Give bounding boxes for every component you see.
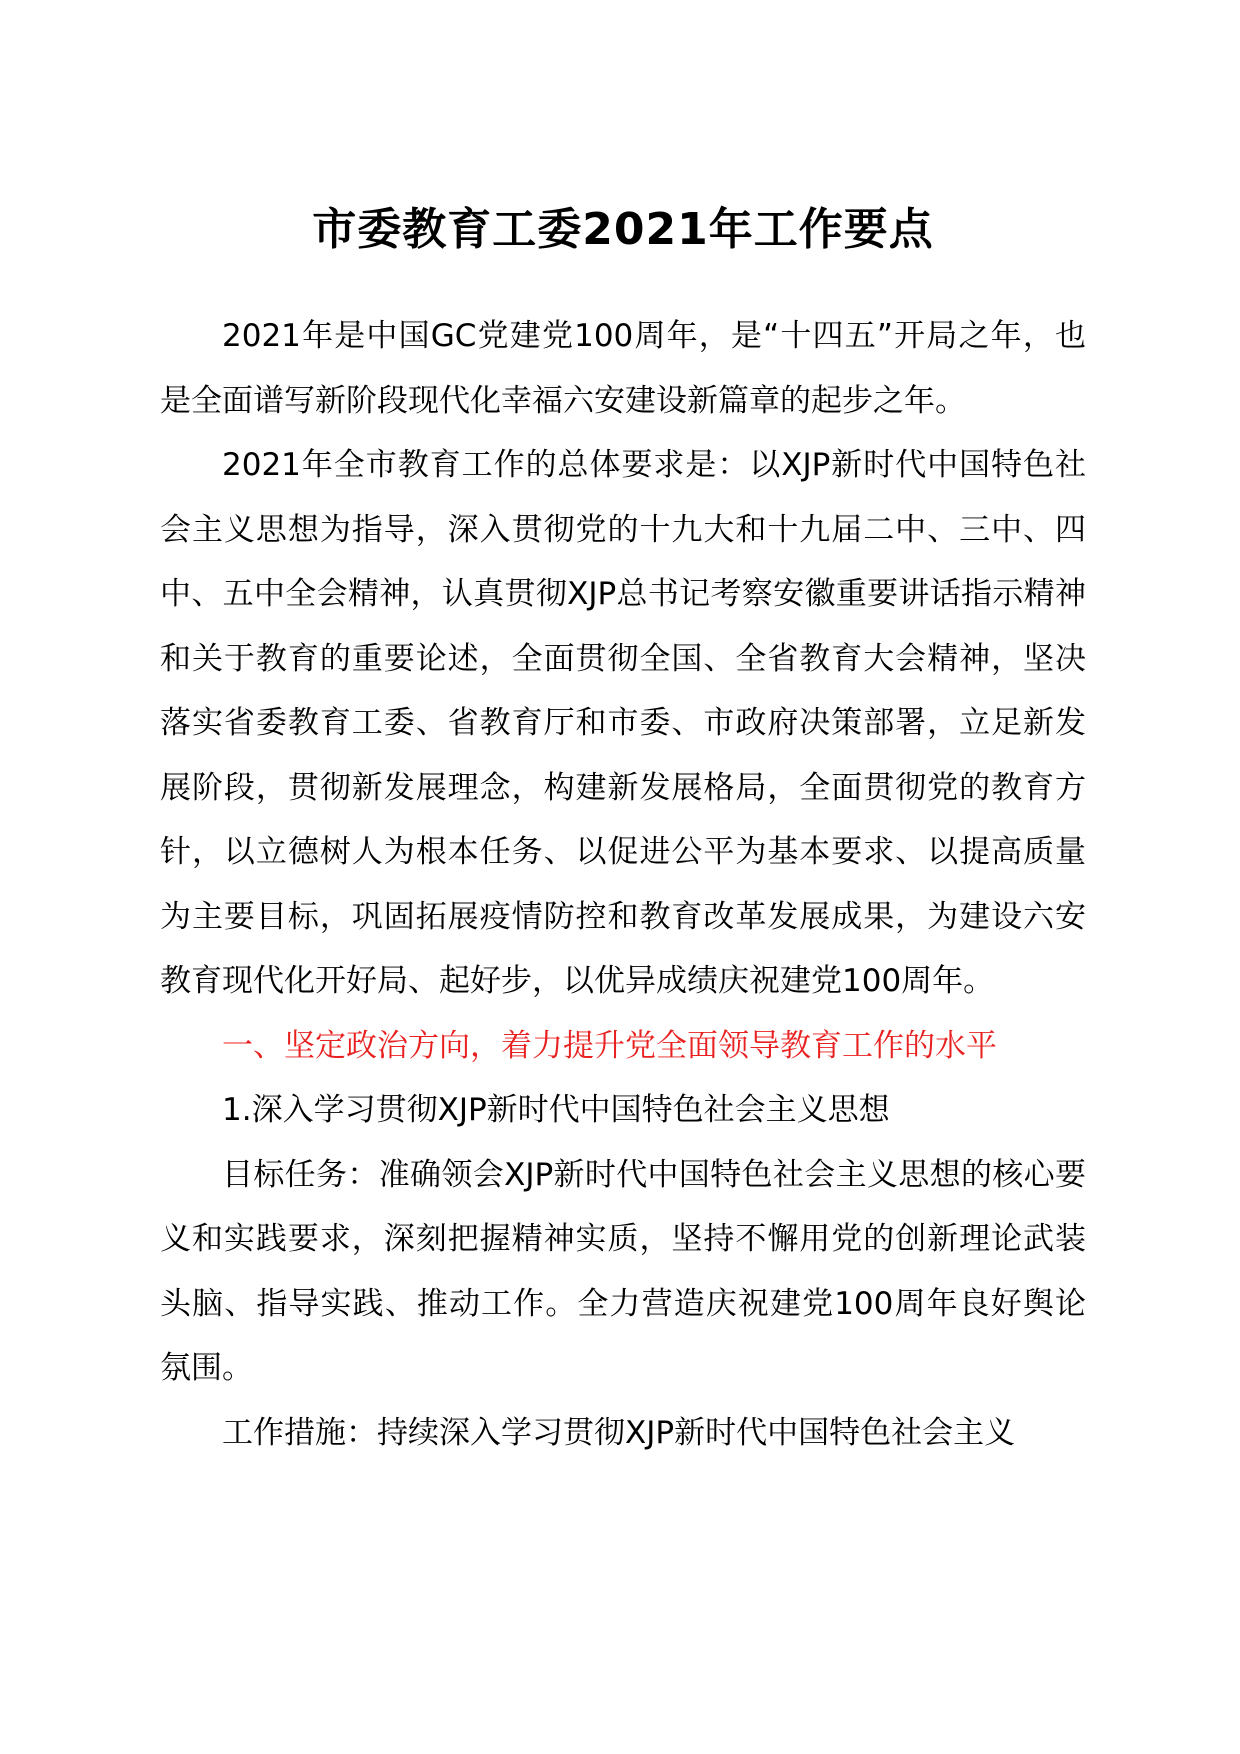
intro-paragraph: 2021年是中国GC党建党100周年，是“十四五”开局之年，也是全面谱写新阶段现代化幸福六安建设新篇章的起步之年。 (160, 318, 1086, 419)
item-title-1: 1.深入学习贯彻XJP新时代中国特色社会主义思想 (222, 1092, 890, 1128)
item-goal-paragraph: 目标任务：准确领会XJP新时代中国特色社会主义思想的核心要义和实践要求，深刻把握精神实质，坚持不懈用党的创新理论武装头脑、指导实践、推动工作。全力营造庆祝建党100周年良好舆论氛围。 (160, 1156, 1086, 1386)
section-heading-1: 一、坚定政治方向，着力提升党全面领导教育工作的水平 (222, 1027, 997, 1064)
general-requirements-paragraph: 2021年全市教育工作的总体要求是：以XJP新时代中国特色社会主义思想为指导，深入贯彻党的十九大和十九届二中、三中、四中、五中全会精神，认真贯彻XJP总书记考察安徽重要讲话指示精神和关于教育的重要论述，全面贯彻全国、全省教育大会精神，坚决落实省委教育工委、省教育厅和市委、市政府决策部署，立足新发展阶段，贯彻新发展理念，构建新发展格局，全面贯彻党的教育方针，以立德树人为根本任务、以促进公平为基本要求、以提高质量为主要目标，巩固拓展疫情防控和教育改革发展成果，为建设六安教育现代化开好局、起好步，以优异成绩庆祝建党100周年。 (160, 447, 1086, 999)
document-title: 市委教育工委2021年工作要点 (312, 204, 934, 255)
document-body (160, 200, 1086, 1465)
item-measures-paragraph: 工作措施：持续深入学习贯彻XJP新时代中国特色社会主义 (222, 1414, 1016, 1451)
